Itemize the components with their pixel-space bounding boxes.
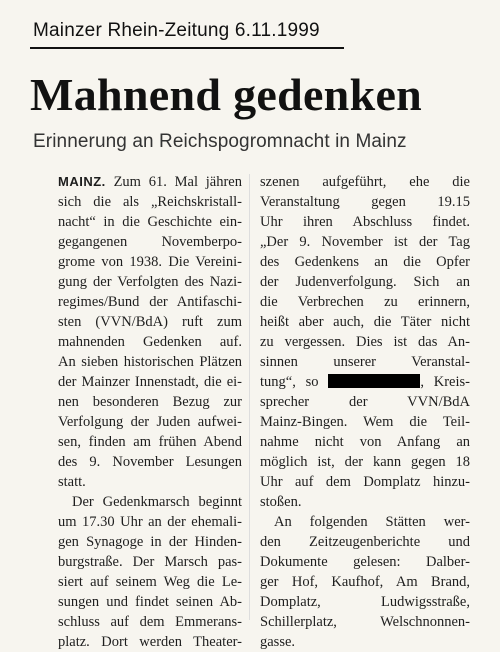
article-line: schluss auf dem Emmerans- <box>58 614 242 630</box>
article-line: stoßen. <box>260 494 302 510</box>
article-line: sen, finden am frühen Abend <box>58 434 242 450</box>
article-line: gasse. <box>260 634 296 650</box>
article-line: tung“, so , Kreis- <box>260 374 470 390</box>
headline: Mahnend gedenken <box>30 69 423 120</box>
article-line: Der Gedenkmarsch beginnt <box>72 494 242 510</box>
article-line: die Verbrechen zu erinnern, <box>260 294 470 310</box>
dateline: MAINZ. <box>58 174 106 189</box>
article-line: platz. Dort werden Theater- <box>58 634 242 650</box>
article-line: statt. <box>58 474 86 490</box>
article-line: szenen aufgeführt, ehe die <box>260 174 470 190</box>
article-line: Uhr ihren Abschluss findet. <box>260 214 470 230</box>
subheadline: Erinnerung an Reichspogromnacht in Mainz <box>33 131 407 152</box>
article-line: regimes/Bund der Antifaschi- <box>58 294 242 310</box>
article-line: des Gedenkens an die Opfer <box>260 254 470 270</box>
article-line: Mainz-Bingen. Wem die Teil- <box>260 414 470 430</box>
article-line: um 17.30 Uhr an der ehemali- <box>58 514 242 530</box>
article-line: möglich ist, der kann gegen 18 <box>260 454 470 470</box>
article-line: Schillerplatz, Welschnonnen- <box>260 614 470 630</box>
article-line: sprecher der VVN/BdA <box>260 394 470 410</box>
article-line: MAINZ. Zum 61. Mal jähren <box>58 174 242 190</box>
article-line: zu vergessen. Dies ist das An- <box>260 334 470 350</box>
article-column-left <box>58 172 242 652</box>
article-line: den Zeitzeugenberichte und <box>260 534 470 550</box>
article-line: nahme nicht von Anfang an <box>260 434 470 450</box>
article-line: sinnen unserer Veranstal- <box>260 354 470 370</box>
article-line: nen besonderen Bezug zur <box>58 394 242 410</box>
article-line: An sieben historischen Plätzen <box>58 354 242 370</box>
newspaper-source: Mainzer Rhein-Zeitung 6.11.1999 <box>33 20 320 41</box>
article-line: des 9. November Lesungen <box>58 454 242 470</box>
article-line: sten (VVN/BdA) ruft zum <box>58 314 242 330</box>
column-divider <box>249 174 250 620</box>
article-line: grome von 1938. Die Vereini- <box>58 254 242 270</box>
article-line: der Mainzer Innenstadt, die ei- <box>58 374 242 390</box>
article-line: Domplatz, Ludwigsstraße, <box>260 594 470 610</box>
article-line: Dokumente gelesen: Dalber- <box>260 554 470 570</box>
article-line: nacht“ in die Geschichte ein- <box>58 214 242 230</box>
article-line: Veranstaltung gegen 19.15 <box>260 194 470 210</box>
article-line: sich die als „Reichskristall- <box>58 194 242 210</box>
article-line: Uhr auf dem Domplatz hinzu- <box>260 474 470 490</box>
article-line: burgstraße. Der Marsch pas- <box>58 554 242 570</box>
article-line: siert auf seinem Weg die Le- <box>58 574 242 590</box>
article-line: ger Hof, Kaufhof, Am Brand, <box>260 574 470 590</box>
article-line: An folgenden Stätten wer- <box>274 514 470 530</box>
redacted-name-bar <box>328 374 420 388</box>
article-line: sungen und findet seinen Ab- <box>58 594 242 610</box>
article-line: der Judenverfolgung. Sich an <box>260 274 470 290</box>
article-line: mahnenden Gedenken auf. <box>58 334 242 350</box>
source-underline <box>30 47 344 49</box>
article-line: „Der 9. November ist der Tag <box>260 234 470 250</box>
article-column-right <box>260 172 470 652</box>
article-line: gen Synagoge in der Hinden- <box>58 534 242 550</box>
article-line: gegangenen Novemberpo- <box>58 234 242 250</box>
article-line: Verfolgung der Juden aufwei- <box>58 414 242 430</box>
article-line: heißt aber auch, die Täter nicht <box>260 314 470 330</box>
article-line: gung der Verfolgten des Nazi- <box>58 274 242 290</box>
